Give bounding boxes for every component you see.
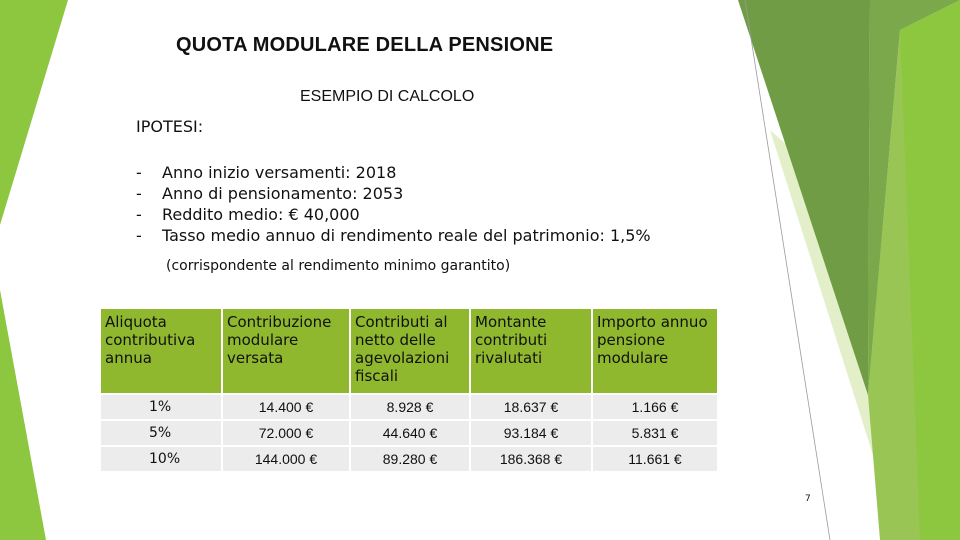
bullet-dash: - (136, 184, 142, 203)
table-cell: 144.000 € (223, 447, 349, 471)
pension-table (99, 307, 719, 473)
table-cell: 11.661 € (593, 447, 717, 471)
guarantee-note: (corrispondente al rendimento minimo garantito) (166, 258, 511, 274)
table-cell: 1.166 € (593, 395, 717, 419)
table-cell: 10% (101, 447, 221, 471)
table-cell: 72.000 € (223, 421, 349, 445)
hypothesis-list (136, 162, 651, 246)
list-item (136, 204, 651, 225)
page-subtitle: ESEMPIO DI CALCOLO (300, 88, 475, 105)
table-cell: 18.637 € (471, 395, 591, 419)
table-cell: 1% (101, 395, 221, 419)
header-contributi-netto: Contributi al netto delle agevolazioni fiscali (351, 309, 469, 393)
page-number: 7 (805, 494, 811, 504)
list-item (136, 183, 651, 204)
bullet-dash: - (136, 163, 142, 182)
header-contribuzione: Contribuzione modulare versata (223, 309, 349, 393)
table-cell: 89.280 € (351, 447, 469, 471)
hypothesis-label: IPOTESI: (136, 117, 204, 136)
list-item (136, 225, 651, 246)
table-cell: 44.640 € (351, 421, 469, 445)
header-montante: Montante contributi rivalutati (471, 309, 591, 393)
table-row (101, 395, 717, 419)
table-cell: 5.831 € (593, 421, 717, 445)
table-cell: 186.368 € (471, 447, 591, 471)
header-aliquota: Aliquota contributiva annua (101, 309, 221, 393)
bullet-text: Tasso medio annuo di rendimento reale del patrimonio: 1,5% (162, 226, 651, 245)
bullet-dash: - (136, 205, 142, 224)
table-cell: 14.400 € (223, 395, 349, 419)
page-title: QUOTA MODULARE DELLA PENSIONE (176, 34, 554, 56)
table-header-row (101, 309, 717, 393)
bullet-text: Anno inizio versamenti: 2018 (162, 163, 397, 182)
bullet-text: Anno di pensionamento: 2053 (162, 184, 404, 203)
table-cell: 93.184 € (471, 421, 591, 445)
bullet-dash: - (136, 226, 142, 245)
table-cell: 5% (101, 421, 221, 445)
bullet-text: Reddito medio: € 40,000 (162, 205, 360, 224)
right-dark-green-wedge (738, 0, 870, 395)
table-row (101, 447, 717, 471)
table-row (101, 421, 717, 445)
header-importo: Importo annuo pensione modulare (593, 309, 717, 393)
table-cell: 8.928 € (351, 395, 469, 419)
list-item (136, 162, 651, 183)
